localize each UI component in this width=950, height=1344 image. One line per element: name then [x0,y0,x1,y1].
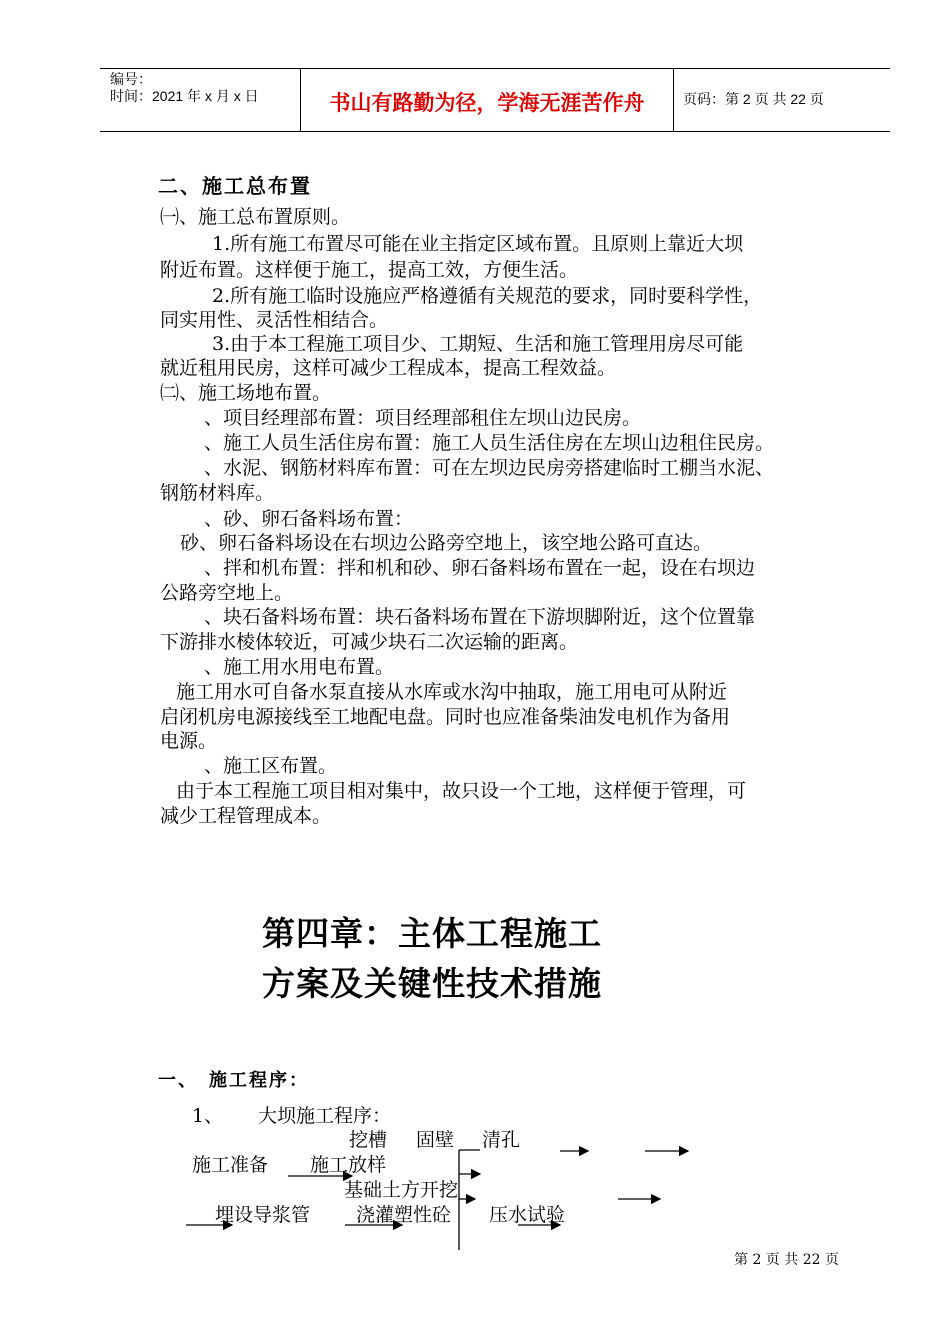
motto: 书山有路勤为径，学海无涯苦作舟 [329,91,645,115]
paragraph-line: 、施工人员生活住房布置：施工人员生活住房在左坝山边租住民房。 [204,432,775,454]
flow-step-clean: 清孔 [482,1129,521,1151]
paragraph-line: 附近布置。这样便于施工，提高工效，方便生活。 [160,259,579,281]
paragraph-line: 就近租用民房，这样可减少工程成本，提高工程效益。 [160,357,617,379]
paragraph-line: 、水泥、钢筋材料库布置：可在左坝边民房旁搭建临时工棚当水泥、 [204,457,775,479]
paragraph-line: 、施工区布置。 [204,755,338,777]
subheading-principles: ㈠、施工总布置原则。 [160,206,351,228]
flow-step-pour: 浇灌塑性砼 [356,1204,452,1226]
flow-step-prep: 施工准备 [192,1154,269,1176]
paragraph-line: 、块石备料场布置：块石备料场布置在下游坝脚附近，这个位置靠 [204,606,756,628]
flow-step-test: 压水试验 [489,1204,566,1226]
section-heading-layout: 二、施工总布置 [158,174,312,198]
paragraph-line: 砂、卵石备料场设在右坝边公路旁空地上，该空地公路可直达。 [180,532,713,554]
number-label: 编号： [110,71,152,87]
paragraph-line: 下游排水棱体较近，可减少块石二次运输的距离。 [160,631,579,653]
flow-step-excavate: 基础土方开挖 [344,1179,459,1201]
item-title: 大坝施工程序： [258,1105,392,1127]
page-footer: 第 2 页 共 22 页 [734,1252,839,1268]
paragraph-line: 同实用性、灵活性相结合。 [160,309,389,331]
flow-step-dig: 挖槽 [349,1129,388,1151]
paragraph-line: 1.所有施工布置尽可能在业主指定区域布置。且原则上靠近大坝 [212,233,744,255]
page-label: 页码：第 2 页 共 22 页 [683,91,824,107]
item-number: 1、 [192,1105,224,1127]
paragraph-line: 、施工用水用电布置。 [204,656,395,678]
paragraph-line: 施工用水可自备水泵直接从水库或水沟中抽取，施工用电可从附近 [176,681,728,703]
paragraph-line: 、项目经理部布置：项目经理部租住左坝山边民房。 [204,407,642,429]
paragraph-line: 3.由于本工程施工项目少、工期短、生活和施工管理用房尽可能 [212,333,744,355]
paragraph-line: 减少工程管理成本。 [160,805,332,827]
section-heading-procedure: 一、 施工程序： [158,1070,309,1091]
paragraph-line: 钢筋材料库。 [160,482,275,504]
paragraph-line: 、砂、卵石备料场布置： [204,508,414,530]
subheading-site: ㈡、施工场地布置。 [160,382,332,404]
paragraph-line: 2.所有施工临时设施应严格遵循有关规范的要求，同时要科学性， [212,285,763,307]
flow-step-wall: 固壁 [416,1129,455,1151]
paragraph-line: 由于本工程施工项目相对集中，故只设一个工地，这样便于管理，可 [176,780,747,802]
paragraph-line: 公路旁空地上。 [160,582,294,604]
chapter-title-line2: 方案及关键性技术措施 [262,964,602,1003]
date-label: 时间：2021 年 x 月 x 日 [110,88,259,104]
chapter-title-line1: 第四章：主体工程施工 [262,914,602,953]
paragraph-line: 启闭机房电源接线至工地配电盘。同时也应准备柴油发电机作为备用 [160,706,731,728]
flow-step-layout: 施工放样 [310,1154,387,1176]
paragraph-line: 电源。 [160,730,218,752]
flow-step-pipe: 埋设导浆管 [215,1204,311,1226]
paragraph-line: 、拌和机布置：拌和机和砂、卵石备料场布置在一起，设在右坝边 [204,557,756,579]
